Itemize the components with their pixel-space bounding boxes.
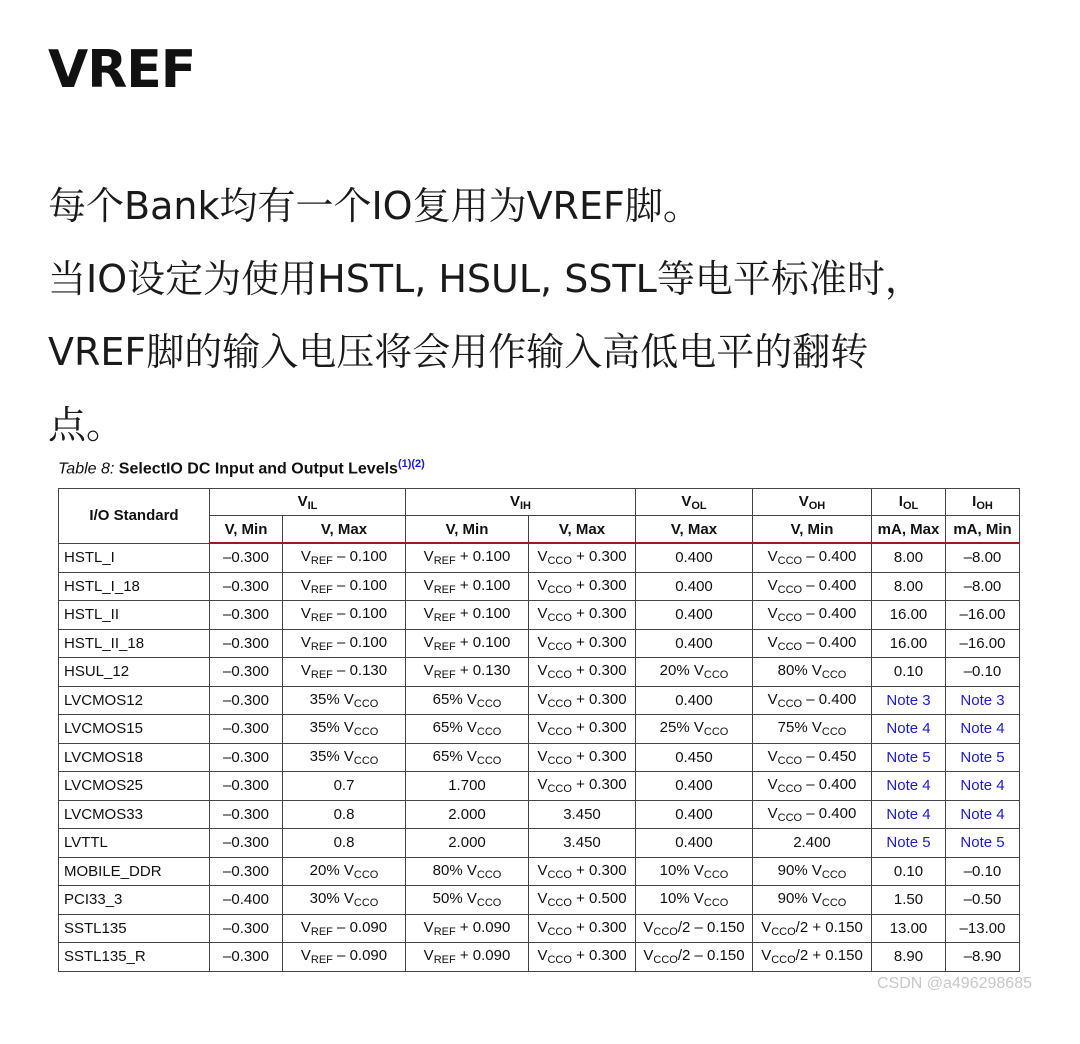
value-cell: 10% $V_{CCO}$	[636, 886, 753, 915]
subheader-cell: V, Min	[210, 516, 283, 544]
ioh-header: $I_{OH}$	[946, 489, 1020, 516]
iol-header: $I_{OL}$	[872, 489, 946, 516]
value-cell: –0.10	[946, 658, 1020, 687]
value-cell: $V_{CCO} - 0.400$	[753, 601, 872, 630]
value-cell: 0.8	[283, 829, 406, 858]
table-row	[59, 715, 1020, 744]
value-cell: 10% $V_{CCO}$	[636, 857, 753, 886]
io-standard-cell: LVCMOS15	[59, 715, 210, 744]
subheader-cell: mA, Min	[946, 516, 1020, 544]
io-standard-cell: LVCMOS25	[59, 772, 210, 801]
io-levels-table	[58, 488, 1020, 972]
paragraph-line: 每个Bank均有一个IO复用为VREF脚。	[48, 184, 701, 228]
table-row	[59, 543, 1020, 572]
value-cell: –0.50	[946, 886, 1020, 915]
value-cell: –0.300	[210, 857, 283, 886]
value-cell: –8.00	[946, 543, 1020, 572]
value-cell: –0.300	[210, 572, 283, 601]
io-standard-cell: LVTTL	[59, 829, 210, 858]
value-cell: $V_{CCO}/2 + 0.150$	[753, 914, 872, 943]
table-row	[59, 772, 1020, 801]
value-cell: $V_{CCO} + 0.300$	[529, 914, 636, 943]
value-cell: $V_{REF} - 0.090$	[283, 914, 406, 943]
value-cell: $V_{REF} + 0.100$	[406, 572, 529, 601]
value-cell: 65% $V_{CCO}$	[406, 686, 529, 715]
subheader-cell: V, Min	[753, 516, 872, 544]
value-cell: –0.300	[210, 914, 283, 943]
io-standard-cell: LVCMOS18	[59, 743, 210, 772]
table-row	[59, 572, 1020, 601]
value-cell: –16.00	[946, 629, 1020, 658]
note-link[interactable]: Note 4	[872, 800, 946, 829]
value-cell: 2.000	[406, 829, 529, 858]
value-cell: $V_{CCO} + 0.300$	[529, 772, 636, 801]
value-cell: $V_{REF} + 0.130$	[406, 658, 529, 687]
subheader-cell: V, Max	[283, 516, 406, 544]
vih-header: $V_{IH}$	[406, 489, 636, 516]
table-row	[59, 629, 1020, 658]
value-cell: –0.400	[210, 886, 283, 915]
value-cell: 75% $V_{CCO}$	[753, 715, 872, 744]
value-cell: –0.300	[210, 543, 283, 572]
subheader-cell: V, Max	[636, 516, 753, 544]
note-link[interactable]: Note 4	[946, 800, 1020, 829]
value-cell: $V_{CCO} - 0.400$	[753, 572, 872, 601]
io-standard-cell: LVCMOS33	[59, 800, 210, 829]
vol-header: $V_{OL}$	[636, 489, 753, 516]
value-cell: –0.300	[210, 601, 283, 630]
io-standard-cell: PCI33_3	[59, 886, 210, 915]
value-cell: $V_{REF} + 0.100$	[406, 601, 529, 630]
value-cell: –0.300	[210, 800, 283, 829]
table-row	[59, 943, 1020, 972]
io-standard-cell: HSTL_I_18	[59, 572, 210, 601]
value-cell: $V_{REF} - 0.130$	[283, 658, 406, 687]
value-cell: $V_{CCO} + 0.300$	[529, 629, 636, 658]
value-cell: 8.90	[872, 943, 946, 972]
io-standard-cell: SSTL135_R	[59, 943, 210, 972]
value-cell: 25% $V_{CCO}$	[636, 715, 753, 744]
value-cell: 0.400	[636, 829, 753, 858]
value-cell: 16.00	[872, 601, 946, 630]
value-cell: 0.10	[872, 658, 946, 687]
vil-header: $V_{IL}$	[210, 489, 406, 516]
value-cell: 8.00	[872, 543, 946, 572]
value-cell: 35% $V_{CCO}$	[283, 743, 406, 772]
table-row	[59, 857, 1020, 886]
value-cell: $V_{CCO} + 0.300$	[529, 943, 636, 972]
value-cell: 2.400	[753, 829, 872, 858]
value-cell: $V_{CCO} + 0.300$	[529, 601, 636, 630]
value-cell: $V_{CCO} - 0.400$	[753, 800, 872, 829]
value-cell: –0.300	[210, 829, 283, 858]
value-cell: $V_{CCO} + 0.300$	[529, 572, 636, 601]
value-cell: 13.00	[872, 914, 946, 943]
value-cell: –0.300	[210, 658, 283, 687]
note-link[interactable]: Note 5	[872, 743, 946, 772]
value-cell: 3.450	[529, 829, 636, 858]
value-cell: 1.50	[872, 886, 946, 915]
paragraph-line: VREF脚的输入电压将会用作输入高低电平的翻转	[48, 330, 869, 374]
value-cell: $V_{CCO}/2 - 0.150$	[636, 943, 753, 972]
table-number: Table 8:	[58, 460, 115, 478]
value-cell: $V_{REF} - 0.100$	[283, 543, 406, 572]
value-cell: –0.300	[210, 629, 283, 658]
value-cell: 0.400	[636, 800, 753, 829]
value-cell: –0.300	[210, 686, 283, 715]
value-cell: 30% $V_{CCO}$	[283, 886, 406, 915]
table-row	[59, 829, 1020, 858]
table-body	[59, 543, 1020, 971]
value-cell: $V_{CCO}/2 + 0.150$	[753, 943, 872, 972]
value-cell: 35% $V_{CCO}$	[283, 686, 406, 715]
note-link[interactable]: Note 4	[946, 715, 1020, 744]
value-cell: 3.450	[529, 800, 636, 829]
value-cell: $V_{REF} + 0.090$	[406, 943, 529, 972]
subheader-cell: mA, Max	[872, 516, 946, 544]
value-cell: 90% $V_{CCO}$	[753, 857, 872, 886]
note-link[interactable]: Note 3	[872, 686, 946, 715]
io-standard-cell: HSTL_I	[59, 543, 210, 572]
description-paragraph	[48, 170, 1038, 462]
value-cell: $V_{REF} - 0.100$	[283, 601, 406, 630]
value-cell: 50% $V_{CCO}$	[406, 886, 529, 915]
value-cell: –0.300	[210, 943, 283, 972]
table-row	[59, 914, 1020, 943]
value-cell: $V_{REF} + 0.100$	[406, 629, 529, 658]
value-cell: –0.300	[210, 743, 283, 772]
value-cell: –0.300	[210, 772, 283, 801]
table-row	[59, 658, 1020, 687]
note-link[interactable]: Note 4	[872, 772, 946, 801]
subheader-cell: V, Max	[529, 516, 636, 544]
note-link[interactable]: Note 4	[946, 772, 1020, 801]
note-link[interactable]: Note 5	[946, 829, 1020, 858]
value-cell: 80% $V_{CCO}$	[753, 658, 872, 687]
page-heading: VREF	[48, 40, 196, 100]
value-cell: $V_{CCO} + 0.300$	[529, 857, 636, 886]
table-title: SelectIO DC Input and Output Levels	[118, 460, 398, 478]
table-row	[59, 743, 1020, 772]
value-cell: 35% $V_{CCO}$	[283, 715, 406, 744]
value-cell: $V_{CCO} - 0.400$	[753, 772, 872, 801]
value-cell: $V_{CCO} - 0.400$	[753, 543, 872, 572]
table-row	[59, 800, 1020, 829]
value-cell: $V_{CCO} + 0.300$	[529, 715, 636, 744]
io-standard-cell: HSUL_12	[59, 658, 210, 687]
value-cell: $V_{REF} - 0.100$	[283, 572, 406, 601]
note-link[interactable]: Note 4	[872, 715, 946, 744]
value-cell: $V_{CCO} - 0.450$	[753, 743, 872, 772]
value-cell: 1.700	[406, 772, 529, 801]
io-standard-cell: HSTL_II	[59, 601, 210, 630]
value-cell: 20% $V_{CCO}$	[283, 857, 406, 886]
value-cell: 0.8	[283, 800, 406, 829]
value-cell: 20% $V_{CCO}$	[636, 658, 753, 687]
value-cell: 90% $V_{CCO}$	[753, 886, 872, 915]
value-cell: 0.10	[872, 857, 946, 886]
paragraph-line: 当IO设定为使用HSTL, HSUL, SSTL等电平标准时，	[48, 257, 923, 301]
value-cell: 0.400	[636, 601, 753, 630]
value-cell: –8.90	[946, 943, 1020, 972]
value-cell: $V_{REF} + 0.100$	[406, 543, 529, 572]
value-cell: $V_{CCO} + 0.300$	[529, 743, 636, 772]
value-cell: 0.400	[636, 686, 753, 715]
io-standard-cell: LVCMOS12	[59, 686, 210, 715]
value-cell: $V_{REF} + 0.090$	[406, 914, 529, 943]
value-cell: 16.00	[872, 629, 946, 658]
table-row	[59, 601, 1020, 630]
value-cell: 65% $V_{CCO}$	[406, 715, 529, 744]
voh-header: $V_{OH}$	[753, 489, 872, 516]
note-link[interactable]: Note 5	[946, 743, 1020, 772]
value-cell: 65% $V_{CCO}$	[406, 743, 529, 772]
value-cell: –8.00	[946, 572, 1020, 601]
value-cell: 0.400	[636, 772, 753, 801]
value-cell: $V_{CCO}/2 - 0.150$	[636, 914, 753, 943]
io-standard-cell: SSTL135	[59, 914, 210, 943]
value-cell: 8.00	[872, 572, 946, 601]
table-row	[59, 686, 1020, 715]
footnote-refs[interactable]: (1)(2)	[397, 458, 425, 470]
value-cell: 80% $V_{CCO}$	[406, 857, 529, 886]
value-cell: –0.300	[210, 715, 283, 744]
value-cell: $V_{CCO} + 0.300$	[529, 658, 636, 687]
value-cell: –0.10	[946, 857, 1020, 886]
value-cell: $V_{CCO} + 0.300$	[529, 543, 636, 572]
value-cell: –13.00	[946, 914, 1020, 943]
note-link[interactable]: Note 3	[946, 686, 1020, 715]
io-standard-header: I/O Standard	[59, 489, 210, 544]
watermark: CSDN @a496298685	[876, 975, 1032, 992]
value-cell: $V_{REF} - 0.100$	[283, 629, 406, 658]
value-cell: –16.00	[946, 601, 1020, 630]
value-cell: $V_{CCO} + 0.500$	[529, 886, 636, 915]
paragraph-line: 点。	[48, 403, 125, 447]
value-cell: 2.000	[406, 800, 529, 829]
value-cell: 0.7	[283, 772, 406, 801]
io-standard-cell: HSTL_II_18	[59, 629, 210, 658]
io-standard-cell: MOBILE_DDR	[59, 857, 210, 886]
table-caption	[58, 458, 425, 478]
value-cell: $V_{CCO} + 0.300$	[529, 686, 636, 715]
value-cell: 0.450	[636, 743, 753, 772]
note-link[interactable]: Note 5	[872, 829, 946, 858]
table-row	[59, 886, 1020, 915]
value-cell: 0.400	[636, 629, 753, 658]
value-cell: 0.400	[636, 543, 753, 572]
subheader-cell: V, Min	[406, 516, 529, 544]
value-cell: $V_{CCO} - 0.400$	[753, 629, 872, 658]
value-cell: $V_{REF} - 0.090$	[283, 943, 406, 972]
value-cell: $V_{CCO} - 0.400$	[753, 686, 872, 715]
value-cell: 0.400	[636, 572, 753, 601]
